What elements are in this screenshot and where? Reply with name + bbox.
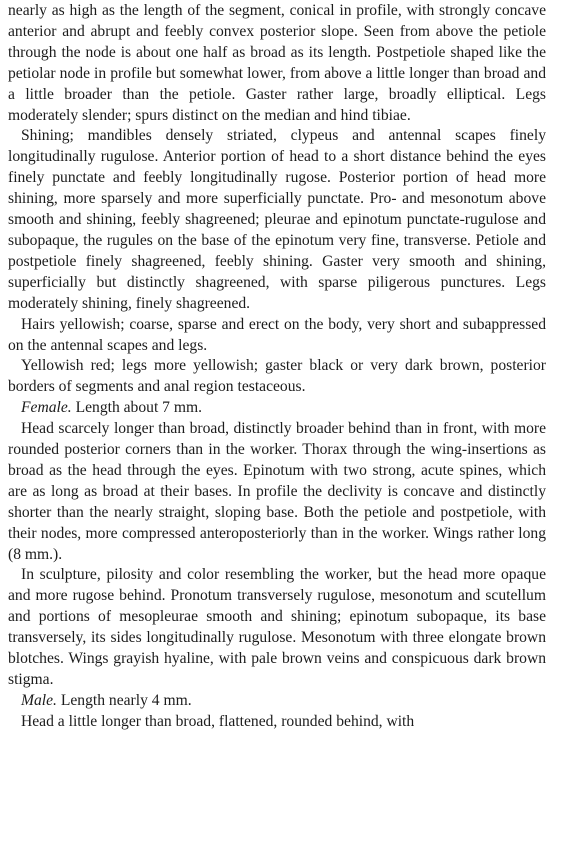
paragraph-male-structure [8, 712, 546, 733]
paragraph-color [8, 356, 546, 398]
paragraph-text: Length about 7 mm. [71, 399, 203, 417]
paragraph-sculpture [8, 126, 546, 314]
paragraph-female-sculpture [8, 565, 546, 690]
document-page [8, 1, 546, 733]
paragraph-text: Length nearly 4 mm. [56, 691, 192, 709]
paragraph-text: Yellowish red; legs more yellowish; gaster black or very dark brown, posterior borders of segments and anal region testaceous. [8, 357, 546, 396]
paragraph-text: Head a little longer than broad, flattened, rounded behind, with [21, 712, 415, 730]
paragraph-text: Shining; mandibles densely striated, clypeus and antennal scapes finely longitudinally rugulose. Anterior portion of head to a short distance behind the eyes finely punctate and feebly longitudinally rugose. Posterior portion of head more shining, more sparsely and more superficially punctate. Pro- and mesonotum above smooth and shining, feebly shagreened; pleurae and epinotum punctate-rugulose and subopaque, the rugules on the base of the epinotum very fine, transverse. Petiole and postpetiole finely shagreened, feebly shining. Gaster very smooth and shining, superficially but distinctly shagreened, with sparse piligerous punctures. Legs moderately shining, finely shagreened. [8, 127, 546, 312]
paragraph-pilosity [8, 315, 546, 357]
paragraph-text: nearly as high as the length of the segment, conical in profile, with strongly concave anterior and abrupt and feebly convex posterior slope. Seen from above the petiole through the node is about one half as broad as its length. Postpetiole shaped like the petiolar node in profile but somewhat lower, from above a little longer than broad and a little broader than the petiole. Gaster rather large, broadly elliptical. Legs moderately slender; spurs distinct on the median and hind tibiae. [8, 2, 546, 124]
paragraph-female-structure [8, 419, 546, 565]
paragraph-male-heading [8, 691, 546, 712]
paragraph-petiole-description [8, 1, 546, 126]
paragraph-female-heading [8, 398, 546, 419]
sex-label: Female. [21, 399, 72, 417]
paragraph-text: Head scarcely longer than broad, distinctly broader behind than in front, with more rounded posterior corners than in the worker. Thorax through the wing-insertions as broad as the head through the eyes. Epinotum with two strong, acute spines, which are as long as broad at their bases. In profile the declivity is concave and distinctly shorter than the nearly straight, sloping base. Both the petiole and postpetiole, with their nodes, more compressed anteroposteriorly than in the worker. Wings rather long (8 mm.). [8, 420, 546, 563]
paragraph-text: Hairs yellowish; coarse, sparse and erect on the body, very short and subappressed on the antennal scapes and legs. [8, 315, 546, 354]
paragraph-text: In sculpture, pilosity and color resembling the worker, but the head more opaque and more rugose behind. Pronotum transversely rugulose, mesonotum and scutellum and portions of mesopleurae smooth and shining; epinotum subopaque, its base transversely, its sides longitudinally rugulose. Mesonotum with three elongate brown blotches. Wings grayish hyaline, with pale brown veins and conspicuous dark brown stigma. [8, 566, 546, 688]
sex-label: Male. [21, 691, 57, 709]
